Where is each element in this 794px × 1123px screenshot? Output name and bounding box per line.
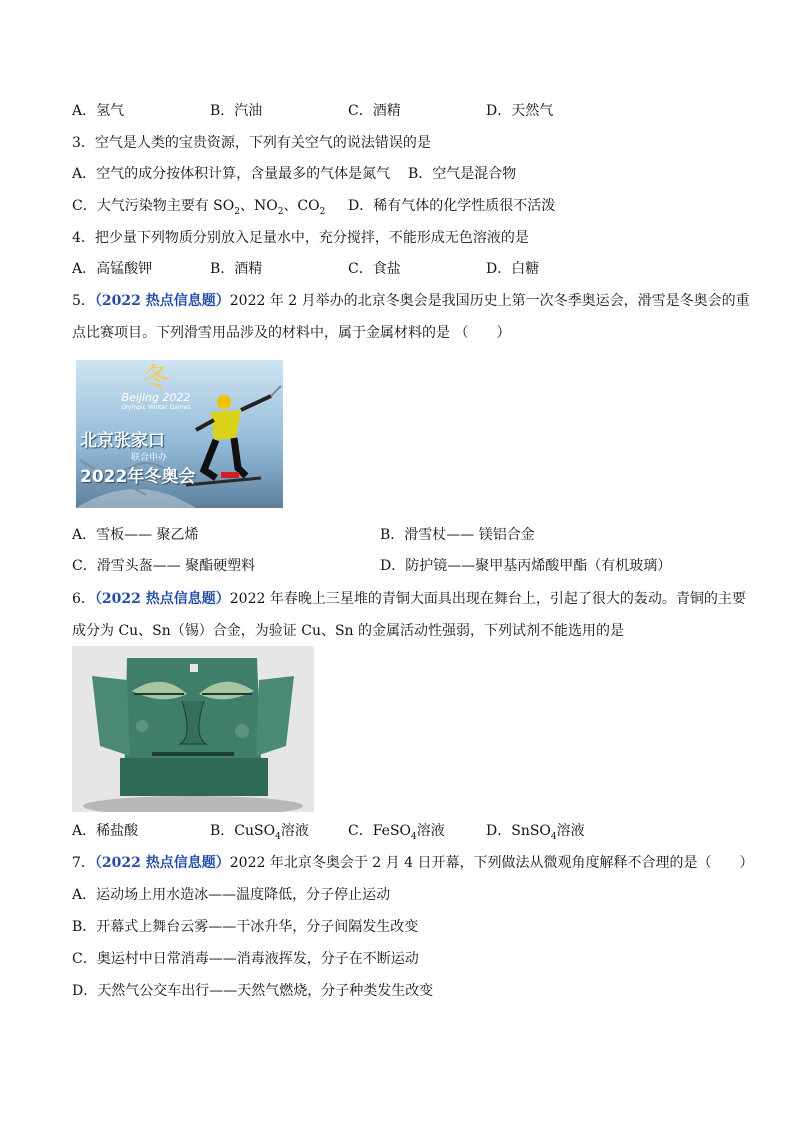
q5-stem-line2: 点比赛项目。下列滑雪用品涉及的材料中，属于金属材料的是 （ ）: [72, 325, 511, 341]
winter-olympics-image: 冬 Beijing 2022 Olympic Winter Games 北京张家口 联合申办 2022年冬奥会: [76, 360, 283, 508]
q7-option-b: B．开幕式上舞台云雾——干冰升华，分子间隔发生改变: [72, 919, 419, 935]
sanxingdui-mask-icon: [72, 646, 314, 812]
q2-option-d: D．天然气: [486, 103, 554, 119]
q4-option-b: B．酒精: [210, 261, 263, 277]
q3-option-d: D．稀有气体的化学性质很不活泼: [348, 198, 556, 214]
q5-option-c: C．滑雪头盔—— 聚酯硬塑料: [72, 558, 256, 574]
q7-option-d: D．天然气公交车出行——天然气燃烧，分子种类发生改变: [72, 983, 434, 999]
q6-option-c: C．FeSO$_4$溶液: [348, 823, 445, 842]
beijing-2022-logo: 冬 Beijing 2022 Olympic Winter Games: [116, 364, 196, 412]
hot-topic-tag: （2022 热点信息题）: [94, 855, 230, 871]
q4-option-d: D．白糖: [486, 261, 540, 277]
q5-option-b: B．滑雪杖—— 镁铝合金: [380, 527, 535, 543]
q2-option-c: C．酒精: [348, 103, 401, 119]
q4-option-a: A．高锰酸钾: [72, 261, 153, 277]
q6-option-b: B．CuSO$_4$溶液: [210, 823, 309, 842]
q3-stem: 3．空气是人类的宝贵资源，下列有关空气的说法错误的是: [72, 135, 431, 151]
q5-option-d: D．防护镜——聚甲基丙烯酸甲酯（有机玻璃）: [380, 558, 672, 574]
q3-option-b: B．空气是混合物: [408, 166, 517, 182]
hot-topic-tag: （2022 热点信息题）: [94, 293, 230, 309]
q4-stem: 4．把少量下列物质分别放入足量水中，充分搅拌，不能形成无色溶液的是: [72, 230, 529, 246]
q7-stem: 7．（2022 热点信息题）2022 年北京冬奥会于 2 月 4 日开幕，下列做法从微观角度解释不合理的是（ ）: [72, 855, 754, 871]
hot-topic-tag: （2022 热点信息题）: [94, 591, 230, 607]
q6-option-a: A．稀盐酸: [72, 823, 139, 839]
q5-option-a: A．雪板—— 聚乙烯: [72, 527, 199, 543]
q7-option-c: C．奥运村中日常消毒——消毒液挥发，分子在不断运动: [72, 951, 419, 967]
q6-stem-line2: 成分为 Cu、Sn（锡）合金，为验证 Cu、Sn 的金属活动性强弱，下列试剂不能选用的是: [72, 623, 625, 639]
q6-option-d: D．SnSO$_4$溶液: [486, 823, 585, 842]
q6-stem-line1: 6．（2022 热点信息题）2022 年春晚上三星堆的青铜大面具出现在舞台上，引起了很大的轰动。青铜的主要: [72, 591, 746, 607]
q5-stem-line1: 5．（2022 热点信息题）2022 年 2 月举办的北京冬奥会是我国历史上第一次冬季奥运会，滑雪是冬奥会的重: [72, 293, 750, 309]
q2-option-a: A．氢气: [72, 103, 125, 119]
q2-option-b: B．汽油: [210, 103, 263, 119]
q3-option-a: A．空气的成分按体积计算，含量最多的气体是氮气: [72, 166, 391, 182]
q3-c-text: C．大气污染物主要有 SO: [72, 198, 235, 214]
q7-option-a: A．运动场上用水造冰——温度降低，分子停止运动: [72, 887, 391, 903]
bronze-mask-image: [72, 646, 314, 812]
q4-option-c: C．食盐: [348, 261, 401, 277]
q3-option-c: C．大气污染物主要有 $SO_2$、$NO_2$、$CO_2$: [72, 198, 326, 217]
olympic-emblem-icon: 冬: [142, 363, 169, 393]
